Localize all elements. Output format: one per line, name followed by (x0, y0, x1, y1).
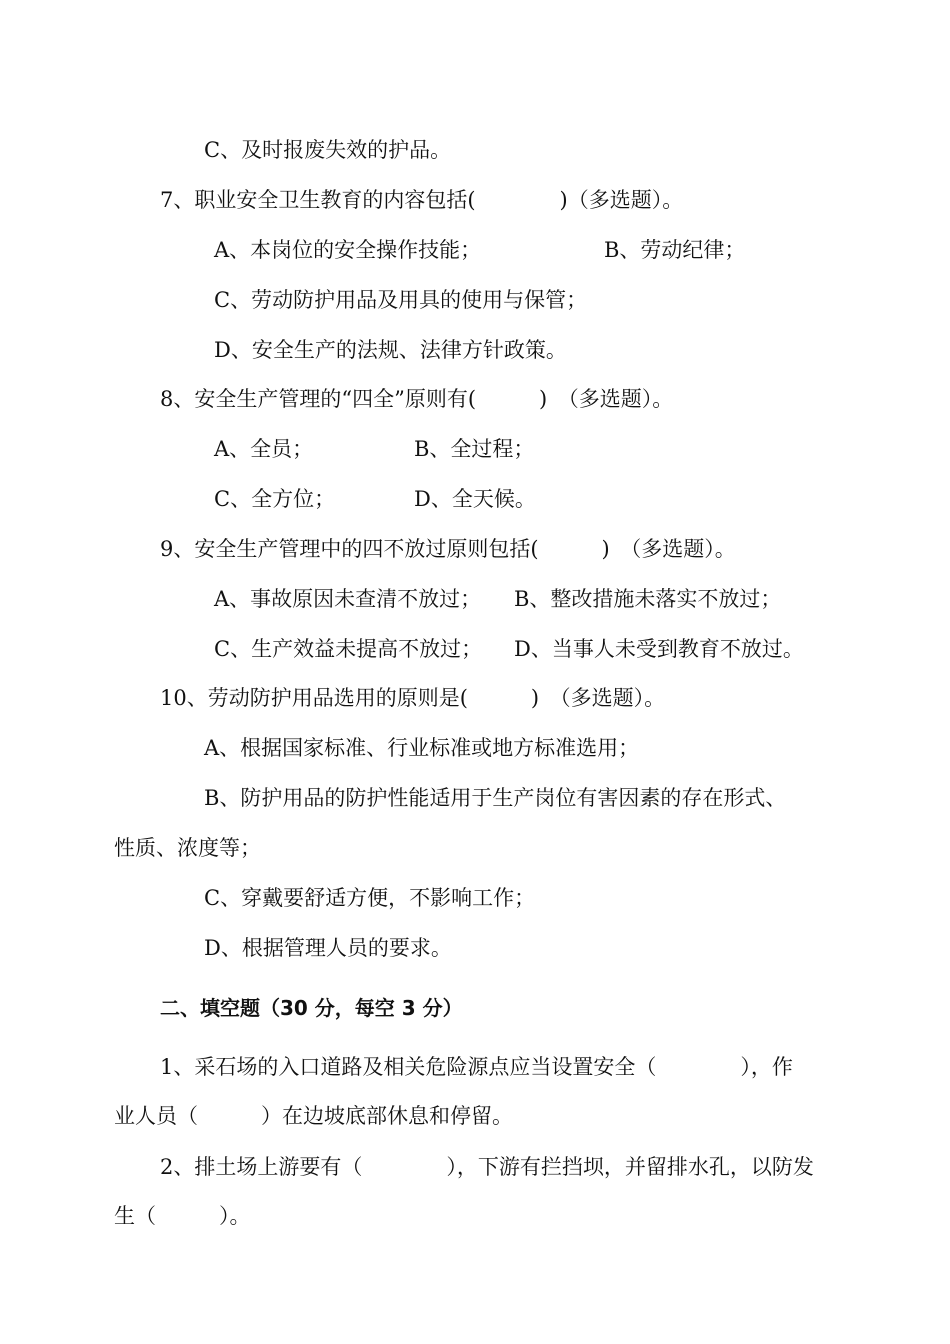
q8-option-d: D、全天候。 (414, 487, 536, 511)
q10-option-d: D、根据管理人员的要求。 (204, 936, 452, 960)
q10-option-a: A、根据国家标准、行业标准或地方标准选用； (204, 736, 640, 760)
q10-option-b-line1: B、防护用品的防护性能适用于生产岗位有害因素的存在形式、 (204, 786, 787, 810)
q8-option-c: C、全方位； (214, 487, 336, 511)
q7-option-b: B、劳动纪律； (604, 238, 746, 262)
fill-2-line1: 2、排土场上游要有（ ），下游有拦挡坝，并留排水孔，以防发 (160, 1155, 814, 1179)
fill-2-line2: 生（ ）。 (114, 1204, 251, 1228)
fill-1-line1: 1、采石场的入口道路及相关危险源点应当设置安全（ ），作 (160, 1055, 793, 1079)
q8-option-b: B、全过程； (414, 437, 535, 461)
q10-option-c: C、穿戴要舒适方便，不影响工作； (204, 886, 536, 910)
q10-stem: 10、劳动防护用品选用的原则是( ) （多选题）。 (160, 686, 666, 710)
section-2-heading: 二、填空题（30 分，每空 3 分） (160, 996, 463, 1020)
q9-stem: 9、安全生产管理中的四不放过原则包括( ) （多选题）。 (160, 537, 736, 561)
q7-option-d: D、安全生产的法规、法律方针政策。 (214, 338, 567, 362)
fill-1-line2: 业人员（ ）在边坡底部休息和停留。 (114, 1104, 513, 1128)
q6-option-c: C、及时报废失效的护品。 (204, 138, 452, 162)
q9-option-c: C、生产效益未提高不放过； (214, 637, 483, 661)
q10-option-b-line2: 性质、浓度等； (114, 836, 261, 860)
q7-option-c: C、劳动防护用品及用具的使用与保管； (214, 288, 588, 312)
q9-option-b: B、整改措施未落实不放过； (514, 587, 782, 611)
q8-option-a: A、全员； (214, 437, 314, 461)
q9-option-d: D、当事人未受到教育不放过。 (514, 637, 804, 661)
q7-option-a: A、本岗位的安全操作技能； (214, 238, 482, 262)
q9-option-a: A、事故原因未查清不放过； (214, 587, 482, 611)
q7-stem: 7、职业安全卫生教育的内容包括( )（多选题）。 (160, 188, 684, 212)
q8-stem: 8、安全生产管理的“四全”原则有( ) （多选题）。 (160, 387, 674, 411)
